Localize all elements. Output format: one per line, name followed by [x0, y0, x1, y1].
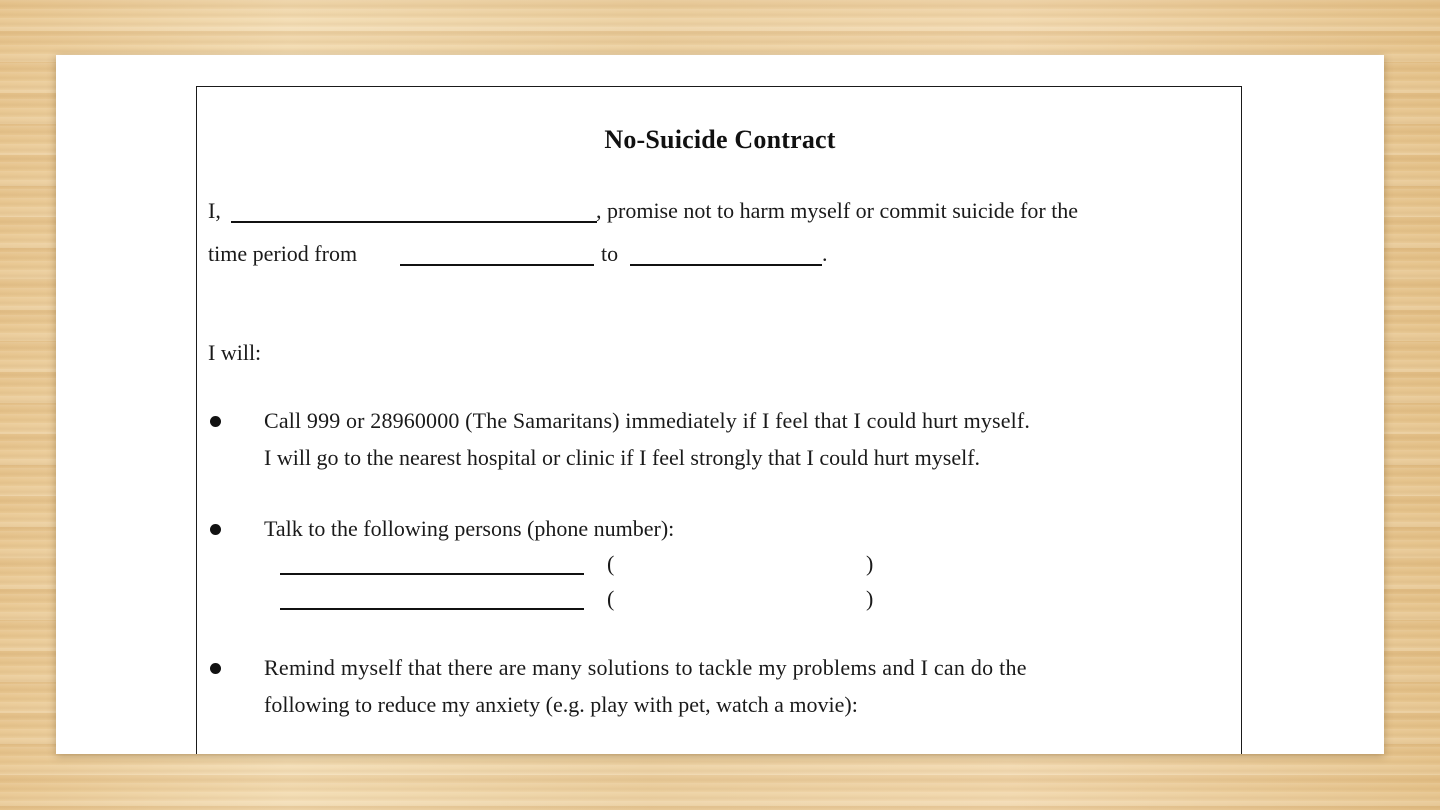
i-will-label: I will: [208, 340, 262, 365]
contact2-name-blank [280, 608, 584, 610]
bullet1-line1: Call 999 or 28960000 (The Samaritans) immediately if I feel that I could hurt myself. [264, 408, 1031, 433]
to-label: to [601, 241, 619, 266]
contact1-name-blank [280, 573, 584, 575]
bullet-icon [210, 416, 221, 427]
bullet-icon [210, 524, 221, 535]
start-date-blank [400, 264, 594, 266]
bullet2-line1: Talk to the following persons (phone number): [264, 516, 675, 541]
contact2-paren-open: ( [607, 586, 615, 611]
bullet3-line2: following to reduce my anxiety (e.g. play with pet, watch a movie): [264, 692, 858, 717]
bullet3-line1: Remind myself that there are many solutions to tackle my problems and I can do the [264, 655, 1027, 680]
name-prefix: I, [208, 198, 221, 223]
slide-content [56, 55, 1384, 754]
contact2-paren-close: ) [866, 586, 874, 611]
contract-title: No-Suicide Contract [604, 125, 836, 154]
bullet1-line2: I will go to the nearest hospital or clinic if I feel strongly that I could hurt myself. [264, 445, 981, 470]
promise-text: , promise not to harm myself or commit suicide for the [596, 198, 1079, 223]
contact1-paren-open: ( [607, 551, 615, 576]
end-date-blank [630, 264, 822, 266]
contact1-paren-close: ) [866, 551, 874, 576]
period-dot: . [822, 241, 828, 266]
bullet-icon [210, 663, 221, 674]
time-period-label: time period from [208, 241, 358, 266]
name-blank [231, 221, 597, 223]
slide [56, 55, 1384, 754]
